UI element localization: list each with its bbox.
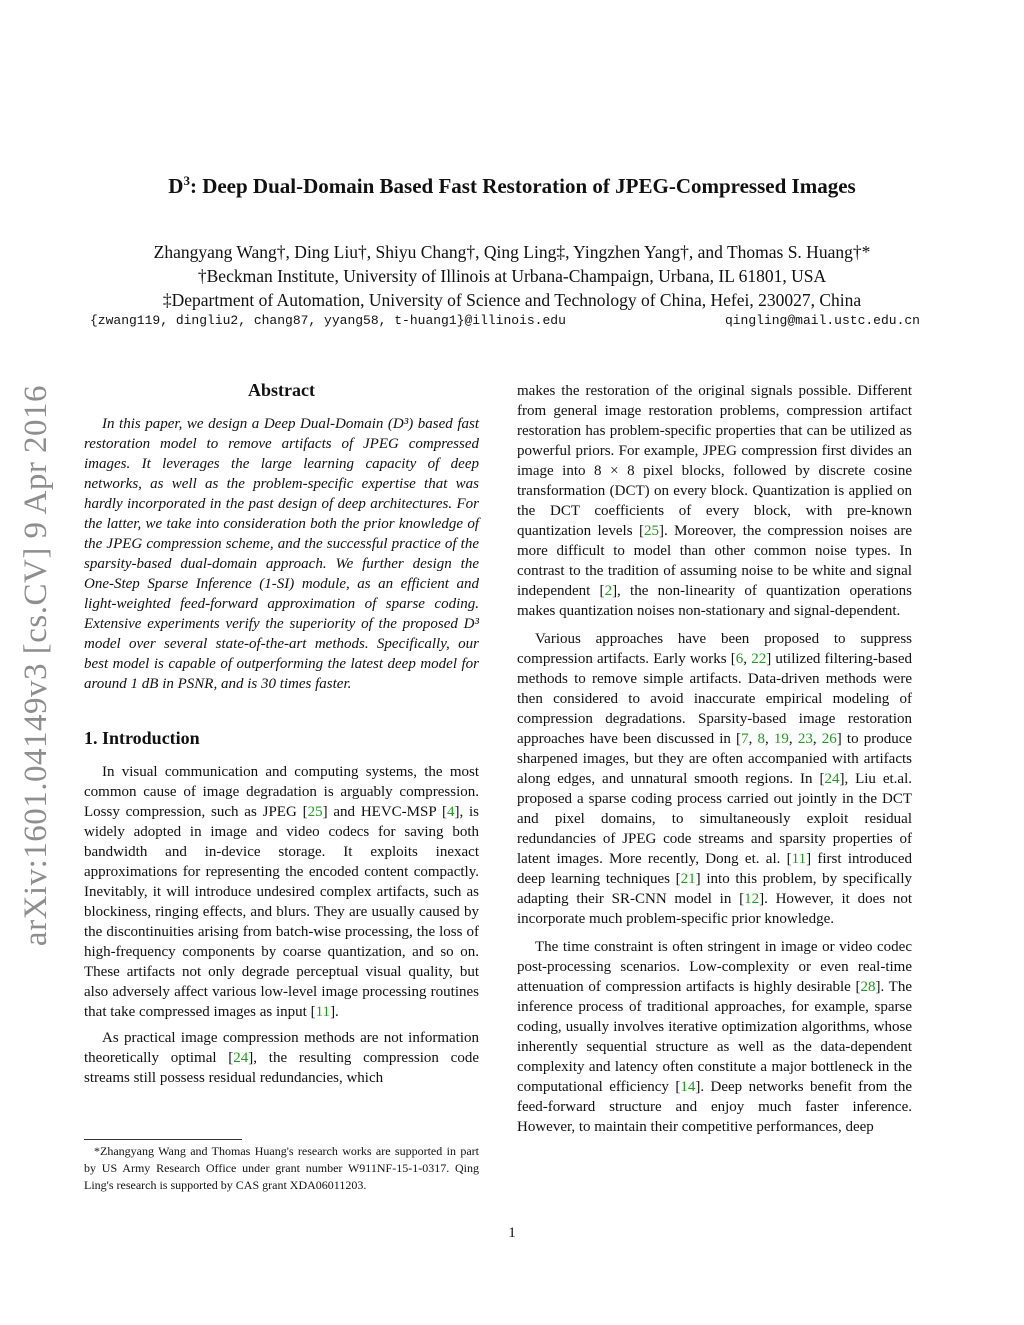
title-superscript: 3 — [183, 173, 190, 188]
right-paragraph-3: The time constraint is often stringent in image or video codec post-processing scenarios. Low-complexity or even real-time attenuation of compression artifacts is highly desirable [28]. The inference process of traditional approaches, for example, sparse coding, usually involves iterative optimization algorithms, whose inherently sequential structure as well as the data-dependent complexity and latency often constitute a major bottleneck in the computational efficiency [14]. Deep networks benefit from the feed-forward structure and enjoy much faster inference. However, to maintain their competitive performances, deep — [517, 939, 912, 1135]
citation-link[interactable]: 25 — [307, 804, 323, 820]
email-illinois[interactable]: {zwang119, dingliu2, chang87, yyang58, t-huang1}@illinois.edu — [90, 313, 566, 328]
right-paragraph-1: makes the restoration of the original signals possible. Different from general image restoration problems, compression artifact restoration has problem-specific properties that can be utilized as powerful priors. For example, JPEG compression first divides an image into 8 × 8 pixel blocks, followed by discrete cosine transformation (DCT) on every block. Quantization is applied on the DCT coefficients of every block, with pre-known quantization levels [25]. Moreover, the compression noises are more difficult to model than other common noise types. In contrast to the tradition of assuming noise to be white and signal independent [2], the non-linearity of quantization operations makes quantization noises non-stationary and signal-dependent. — [517, 383, 912, 619]
citation-link[interactable]: 12 — [744, 891, 760, 907]
affiliation-1: †Beckman Institute, University of Illinois at Urbana-Champaign, Urbana, IL 61801, USA — [197, 266, 827, 286]
citation-link[interactable]: 26 — [821, 731, 837, 747]
email-ustc[interactable]: qingling@mail.ustc.edu.cn — [724, 313, 920, 328]
author-names: Zhangyang Wang†, Ding Liu†, Shiyu Chang†, Qing Ling‡, Yingzhen Yang†, and Thomas S. Huang†* — [153, 242, 871, 262]
citation-link[interactable]: 24 — [233, 1050, 249, 1066]
citation-link[interactable]: 6 — [735, 651, 744, 667]
right-paragraph-2: Various approaches have been proposed to suppress compression artifacts. Early works [6, 22] utilized filtering-based methods to remove simple artifacts. Data-driven methods were then considered to avoid inaccurate empirical modeling of compression degradations. Sparsity-based image restoration approaches have been discussed in [7, 8, 19, 23, 26] to produce sharpened images, but they are often accompanied with artifacts along edges, and unnatural smooth regions. In [24], Liu et.al. proposed a sparse coding process carried out jointly in the DCT and pixel domains, to simultaneously exploit residual redundancies of JPEG code streams and sparsity properties of latent images. More recently, Dong et. al. [11] first introduced deep learning techniques [21] into this problem, by specifically adapting their SR-CNN model in [12]. However, it does not incorporate much problem-specific prior knowledge. — [517, 631, 913, 927]
citation-link[interactable]: 11 — [315, 1004, 331, 1020]
citation-link[interactable]: 22 — [751, 651, 767, 667]
abstract-body: In this paper, we design a Deep Dual-Domain (D³) based fast restoration model to remove artifacts of JPEG compressed images. It leverages the large learning capacity of deep networks, as well as the problem-specific expertise that was hardly incorporated in the past design of deep architectures. For the latter, we take into consideration both the prior knowledge of the JPEG compression scheme, and the successful practice of the sparsity-based dual-domain approach. We further design the One-Step Sparse Inference (1-SI) module, as an efficient and light-weighted feed-forward approximation of sparse coding. Extensive experiments verify the superiority of the proposed D³ model over several state-of-the-art methods. Specifically, our best model is capable of outperforming the latest deep model for around 1 dB in PSNR, and is 30 times faster. — [84, 416, 479, 692]
citation-link[interactable]: 21 — [680, 871, 696, 887]
citation-link[interactable]: 19 — [773, 731, 789, 747]
affiliation-2: ‡Department of Automation, University of Science and Technology of China, Hefei, 230027, China — [162, 290, 862, 310]
arxiv-stamp — [12, 365, 62, 965]
author-block — [0, 240, 1024, 312]
citation-link[interactable]: 25 — [643, 523, 659, 539]
email-line — [90, 313, 920, 328]
citation-link[interactable]: 28 — [860, 979, 876, 995]
introduction-heading: 1. Introduction — [84, 728, 200, 748]
citation-link[interactable]: 24 — [824, 771, 840, 787]
footnote-divider — [84, 1139, 242, 1140]
citation-link[interactable]: 8 — [757, 731, 765, 747]
right-column — [517, 381, 912, 1145]
paper-title — [0, 173, 1024, 199]
left-column — [84, 378, 479, 1094]
intro-paragraph-1: In visual communication and computing systems, the most common cause of image degradation is arguably compression. Lossy compression, such as JPEG [25] and HEVC-MSP [4], is widely adopted in image and video codecs for saving both bandwidth and in-device storage. It exploits inexact approximations for representing the encoded content compactly. Inevitably, it will introduce undesired complex artifacts, such as blockiness, ringing effects, and blurs. They are usually caused by the discontinuities arising from batch-wise processing, the loss of high-frequency components by coarse quantization, and so on. These artifacts not only degrade perceptual visual quality, but also adversely affect various low-level image processing routines that take compressed images as input [11]. — [84, 764, 480, 1020]
citation-link[interactable]: 4 — [446, 804, 455, 820]
title-prefix: D — [168, 174, 184, 198]
intro-paragraph-2: As practical image compression methods are not information theoretically optimal [24], the resulting compression code streams still possess residual redundancies, which — [84, 1030, 479, 1086]
abstract-heading: Abstract — [248, 380, 315, 400]
citation-link[interactable]: 2 — [604, 583, 613, 599]
citation-link[interactable]: 23 — [797, 731, 813, 747]
footnote: *Zhangyang Wang and Thomas Huang's research works are supported in part by US Army Research Office under grant number W911NF-15-1-0317. Qing Ling's research is supported by CAS grant XDA06011203. — [84, 1144, 479, 1192]
page-number: 1 — [508, 1225, 516, 1241]
citation-link[interactable]: 11 — [791, 851, 807, 867]
title-rest: : Deep Dual-Domain Based Fast Restoration of JPEG-Compressed Images — [189, 174, 856, 198]
citation-link[interactable]: 14 — [680, 1079, 696, 1095]
citation-link[interactable]: 7 — [741, 731, 749, 747]
arxiv-stamp-text: arXiv:1601.04149v3 [cs.CV] 9 Apr 2016 — [18, 384, 55, 946]
